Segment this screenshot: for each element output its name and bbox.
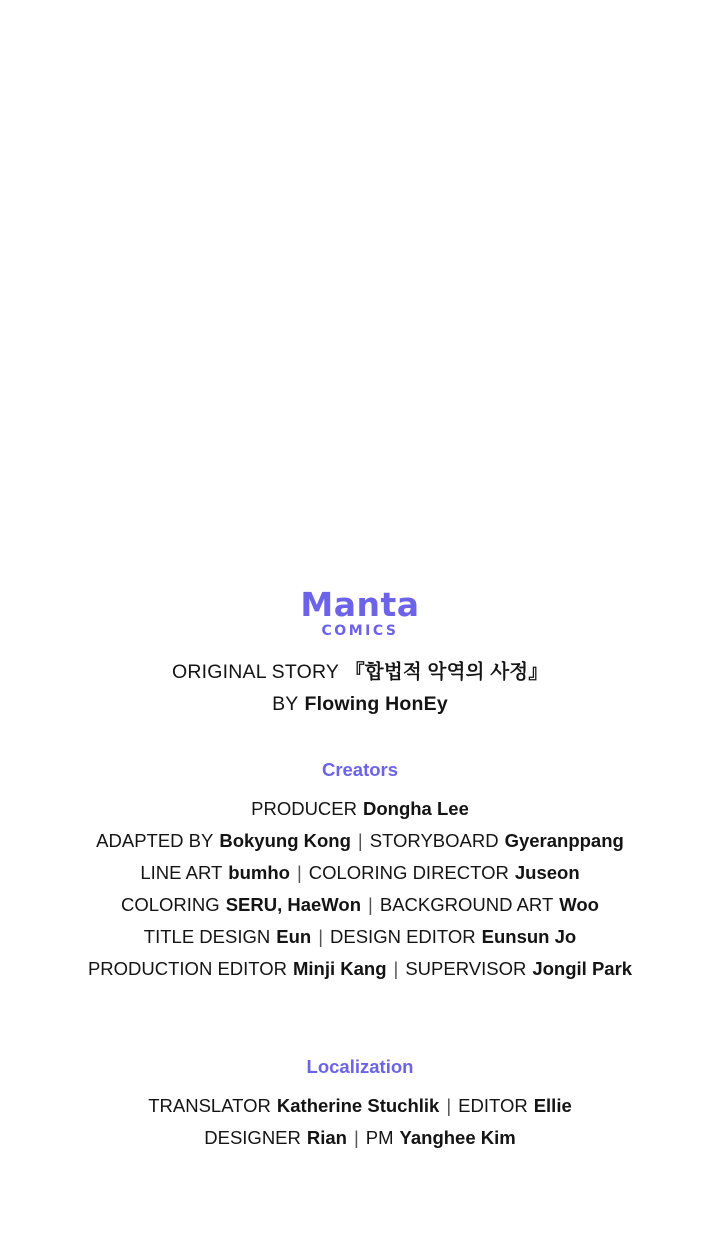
credit-name: Gyeranppang <box>504 830 624 852</box>
credit-name: Rian <box>306 1127 347 1149</box>
creators-list <box>0 793 720 984</box>
credit-name: Eunsun Jo <box>481 925 577 947</box>
credit-name: Ellie <box>533 1095 572 1117</box>
credit-separator: | <box>368 893 373 915</box>
credit-name: Yanghee Kim <box>399 1127 516 1149</box>
credit-role: DESIGN EDITOR <box>330 925 476 947</box>
credit-role: STORYBOARD <box>369 830 499 852</box>
credit-name: Bokyung Kong <box>219 830 351 852</box>
original-story-title: 『합법적 악역의 사정』 <box>345 661 549 683</box>
original-author-name: Flowing HonEy <box>304 693 448 716</box>
original-story-label: ORIGINAL STORY <box>171 661 340 683</box>
by-label: BY <box>272 693 299 716</box>
credit-name: Eun <box>276 925 312 947</box>
credit-role: TRANSLATOR <box>148 1095 271 1117</box>
credit-name: Minji Kang <box>293 957 387 979</box>
logo-subtitle: COMICS <box>321 623 399 639</box>
credits-container <box>0 585 720 1154</box>
credit-role: PRODUCTION EDITOR <box>87 957 287 979</box>
localization-heading: Localization <box>306 1056 414 1078</box>
original-author-line <box>0 689 720 719</box>
credit-name: bumho <box>228 862 290 884</box>
credit-name: SERU, HaeWon <box>225 893 362 915</box>
credit-separator: | <box>357 830 363 852</box>
credit-row <box>0 889 720 921</box>
credit-row <box>0 953 720 985</box>
credit-role: LINE ART <box>140 862 223 884</box>
credit-name: Woo <box>559 893 599 915</box>
credit-separator: | <box>446 1095 452 1117</box>
credit-name: Jongil Park <box>532 957 633 979</box>
credit-role: PM <box>365 1127 394 1149</box>
credit-role: COLORING DIRECTOR <box>308 862 509 884</box>
manta-comics-logo <box>0 585 720 639</box>
credit-row <box>0 793 720 825</box>
credit-separator: | <box>353 1127 359 1149</box>
credit-name: Katherine Stuchlik <box>276 1095 440 1117</box>
credit-role: ADAPTED BY <box>96 830 214 852</box>
credit-row <box>0 1090 720 1122</box>
credit-role: TITLE DESIGN <box>143 925 271 947</box>
creators-heading: Creators <box>321 759 399 781</box>
credit-separator: | <box>393 957 399 979</box>
credit-name: Dongha Lee <box>363 798 469 820</box>
credit-role: SUPERVISOR <box>405 957 527 979</box>
credit-row <box>0 857 720 889</box>
credit-separator: | <box>318 925 324 947</box>
credit-row <box>0 921 720 953</box>
credit-row <box>0 825 720 857</box>
credit-role: COLORING <box>121 893 220 915</box>
original-story-line <box>0 657 720 687</box>
credit-row <box>0 1122 720 1154</box>
credit-role: PRODUCER <box>251 798 357 820</box>
logo-wordmark: Manta <box>300 585 420 624</box>
credit-role: EDITOR <box>458 1095 528 1117</box>
credit-name: Juseon <box>514 862 580 884</box>
credit-separator: | <box>296 862 302 884</box>
localization-list <box>0 1090 720 1154</box>
credit-role: BACKGROUND ART <box>379 893 554 915</box>
credit-role: DESIGNER <box>204 1127 301 1149</box>
